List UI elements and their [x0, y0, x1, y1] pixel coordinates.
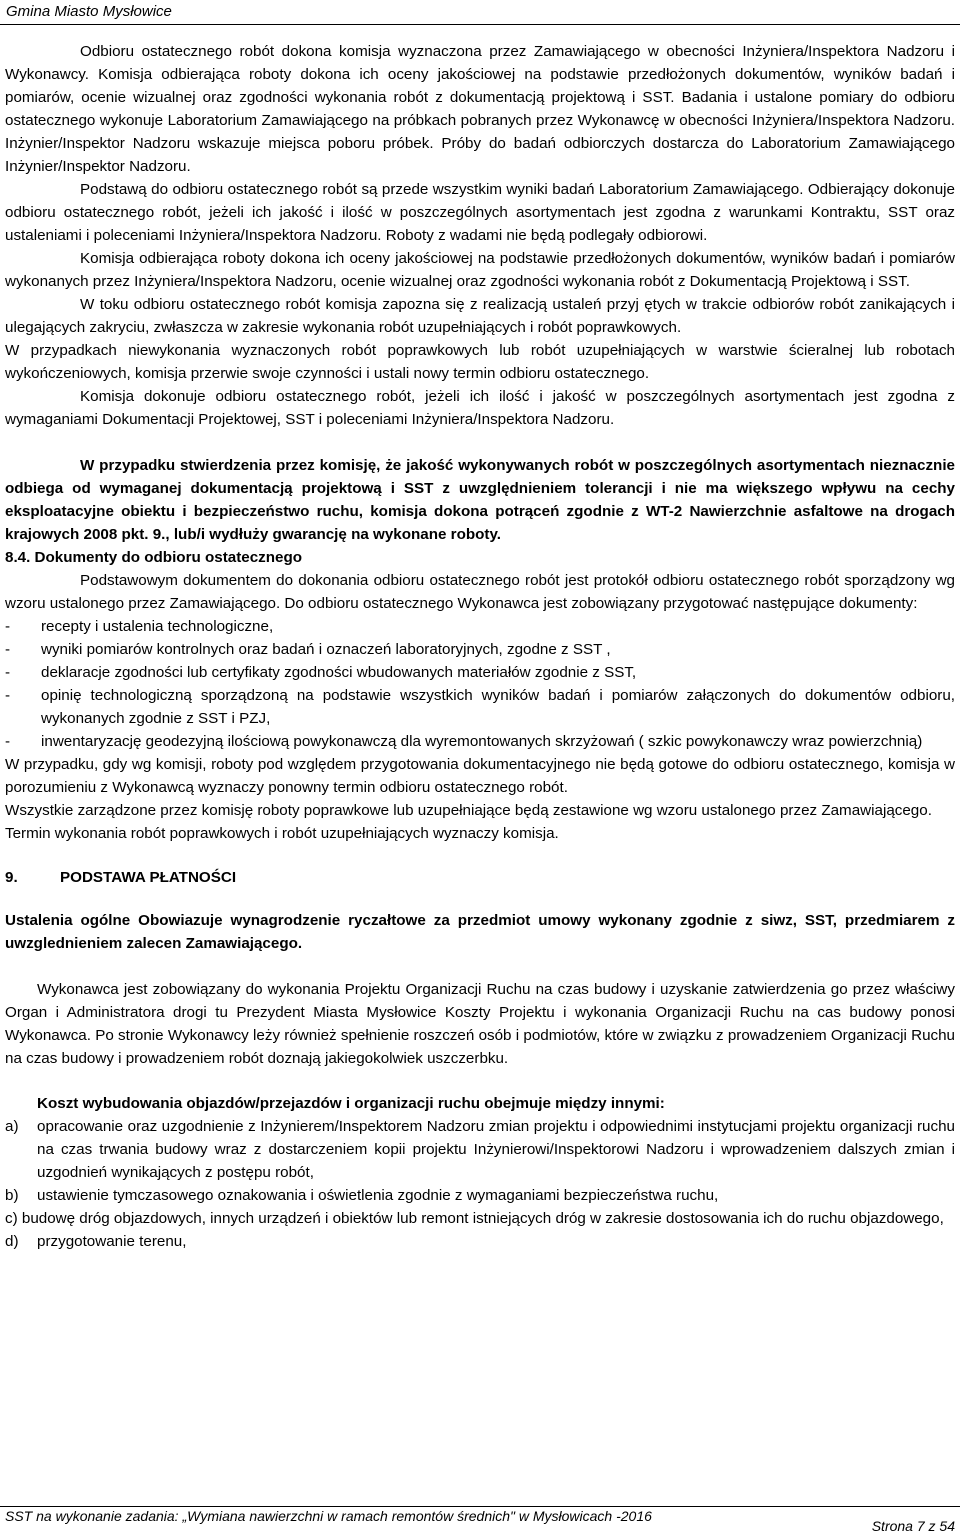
- list-item: d) przygotowanie terenu,: [5, 1230, 955, 1253]
- page-number: Strona 7 z 54: [871, 1518, 955, 1534]
- paragraph-basic-document: Podstawowym dokumentem do dokonania odbioru ostatecznego robót jest protokół odbioru ostatecznego robót sporządzony wg wzoru ustalonego przez Zamawiającego. Do odbioru ostatecznego Wykonawca jest zobowiązany przygotować następujące dokumenty:: [5, 572, 955, 612]
- paragraph-final-acceptance: Odbioru ostatecznego robót dokona komisja wyznaczona przez Zamawiającego w obecności Inżyniera/Inspektora Nadzoru i Wykonawcy. Komisja odbierająca roboty dokona ich oceny jakościowej na podstawie przedłożonych dokumentów, wyników badań i pomiarów, ocenie wizualnej oraz zgodności wykonania robót z dokumentacją projektową i SST. Badania i ustalone pomiary do odbioru ostatecznego wykonuje Laboratorium Zamawiającego na próbkach pobranych przez Wykonawcę w obecności Inżyniera/Inspektora Nadzoru. Inżynier/Inspektor Nadzoru wskazuje miejsca poboru próbek. Próby do badań odbiorczych dostarcza do Laboratorium Zamawiającego Inżynier/Inspektor Nadzoru.: [5, 43, 955, 175]
- item-marker: a): [5, 1118, 19, 1135]
- item-marker: d): [5, 1233, 19, 1250]
- list-item: c) budowę dróg objazdowych, innych urządzeń i obiektów lub remont istniejących dróg w zakresie dostosowania ich do ruchu objazdowego,: [5, 1210, 944, 1227]
- header-title: Gmina Miasto Mysłowice: [6, 3, 172, 20]
- dash-marker: -: [5, 641, 11, 658]
- list-item: - deklaracje zgodności lub certyfikaty zgodności wbudowanych materiałów zgodnie z SST,: [5, 661, 955, 684]
- section-8-4-heading: 8.4. Dokumenty do odbioru ostatecznego: [5, 549, 303, 566]
- paragraph-not-ready: W przypadku, gdy wg komisji, roboty pod względem przygotowania dokumentacyjnego nie będą gotowe do odbioru ostatecznego, komisja w porozumieniu z Wykonawcą wyznaczy ponowny termin odbioru ostatecznego robót.: [5, 756, 955, 796]
- list-item: - inwentaryzację geodezyjną ilościową powykonawczą dla wyremontowanych skrzyżowań ( szkic powykonawczy wraz powierzchnią): [5, 730, 955, 753]
- paragraph-corrections-list: Wszystkie zarządzone przez komisję roboty poprawkowe lub uzupełniające będą zestawione wg wzoru ustalonego przez Zamawiającego.: [5, 802, 932, 819]
- dash-marker: -: [5, 618, 11, 635]
- dash-marker: -: [5, 664, 11, 681]
- paragraph-basis-of-acceptance: Podstawą do odbioru ostatecznego robót są przede wszystkim wyniki badań Laboratorium Zamawiającego. Odbierający dokonuje odbioru ostatecznego robót, jeżeli ich jakość i ilość w poszczególnych asortymentach jest zgodna z warunkami Kontraktu, SST oraz ustaleniami i poleceniami Inżyniera/Inspektora Nadzoru. Roboty z wadami nie będą podlegały odbiorowi.: [5, 181, 955, 244]
- section-9-heading: [5, 866, 955, 889]
- cost-heading: Koszt wybudowania objazdów/przejazdów i organizacji ruchu obejmuje między innymi:: [37, 1095, 665, 1112]
- paragraph-acceptance-course: W toku odbioru ostatecznego robót komisja zapozna się z realizacją ustaleń przyj ętych w trakcie odbiorów robót zanikających i ulegających zakryciu, zwłaszcza w zakresie wykonania robót uzupełniających i robót poprawkowych.: [5, 296, 955, 336]
- paragraph-unfinished-works: W przypadkach niewykonania wyznaczonych robót poprawkowych lub robót uzupełniających w warstwie ścieralnej lub robotach wykończeniowych, komisja przerwie swoje czynności i ustali nowy termin odbioru ostatecznego.: [5, 342, 955, 382]
- header-divider: [0, 24, 960, 25]
- paragraph-deductions: W przypadku stwierdzenia przez komisję, że jakość wykonywanych robót w poszczególnych asortymentach nieznacznie odbiega od wymaganej dokumentacją projektową i SST z uwzględnieniem tolerancji i nie ma większego wpływu na cechy eksploatacyjne obiektu i bezpieczeństwo ruchu, komisja dokona potrąceń zgodnie z WT-2 Nawierzchnie asfaltowe na drogach krajowych 2008 pkt. 9., lub/i wydłuży gwarancję na wykonane roboty.: [5, 457, 955, 543]
- section-number: 9.: [5, 869, 18, 886]
- paragraph-commission-acceptance: Komisja dokonuje odbioru ostatecznego robót, jeżeli ich ilość i jakość w poszczególnych asortymentach jest zgodna z wymaganiami Dokumentacji Projektowej, SST i poleceniami Inżyniera/Inspektora Nadzoru.: [5, 388, 955, 428]
- item-marker: c): [5, 1210, 18, 1227]
- list-item: - recepty i ustalenia technologiczne,: [5, 615, 955, 638]
- document-body: [5, 40, 955, 1253]
- item-marker: b): [5, 1187, 19, 1204]
- dash-marker: -: [5, 687, 11, 704]
- dash-marker: -: [5, 733, 11, 750]
- paragraph-deadline: Termin wykonania robót poprawkowych i robót uzupełniających wyznaczy komisja.: [5, 825, 559, 842]
- paragraph-commission-evaluation: Komisja odbierająca roboty dokona ich oceny jakościowej na podstawie przedłożonych dokumentów, wyników badań i pomiarów wykonanych przez Inżyniera/Inspektora Nadzoru, ocenie wizualnej oraz zgodności wykonania robót z Dokumentacją Projektową i SST.: [5, 250, 955, 290]
- paragraph-traffic-project: Wykonawca jest zobowiązany do wykonania Projektu Organizacji Ruchu na czas budowy i uzyskanie zatwierdzenia go przez właściwy Organ i Administratora drogi tu Prezydent Miasta Mysłowice Koszty Projektu i wykonania Organizacji Ruchu na cas budowy ponosi Wykonawca. Po stronie Wykonawcy leży również spełnienie roszczeń osób i podmiotów, które w związku z prowadzeniem Organizacji Ruchu na czas budowy i prowadzeniem robót doznają jakiegokolwiek uszczerbku.: [5, 981, 955, 1067]
- footer-divider: [0, 1506, 960, 1507]
- list-item: b) ustawienie tymczasowego oznakowania i oświetlenia zgodnie z wymaganiami bezpieczeństwa ruchu,: [5, 1184, 955, 1207]
- footer-document-title: SST na wykonanie zadania: „Wymiana nawierzchni w ramach remontów średnich" w Mysłowicach -2016: [5, 1508, 652, 1524]
- paragraph-general-rules: Ustalenia ogólne Obowiazuje wynagrodzenie ryczałtowe za przedmiot umowy wykonany zgodnie z siwz, SST, przedmiarem z uwzglednieniem zalecen Zamawiającego.: [5, 912, 955, 952]
- list-item: a) opracowanie oraz uzgodnienie z Inżynierem/Inspektorem Nadzoru zmian projektu i odpowiednimi instytucjami projektu organizacji ruchu na czas trwania budowy wraz z dostarczeniem kopii projektu Inżynierowi/Inspektorowi Nadzoru i wprowadzeniem dalszych zmian i uzgodnień wynikających z postępu robót,: [5, 1115, 955, 1184]
- list-item: - wyniki pomiarów kontrolnych oraz badań i oznaczeń laboratoryjnych, zgodne z SST ,: [5, 638, 955, 661]
- section-title: PODSTAWA PŁATNOŚCI: [60, 869, 237, 886]
- list-item: - opinię technologiczną sporządzoną na podstawie wszystkich wyników badań i pomiarów załączonych do dokumentów odbioru, wykonanych zgodnie z SST i PZJ,: [5, 684, 955, 730]
